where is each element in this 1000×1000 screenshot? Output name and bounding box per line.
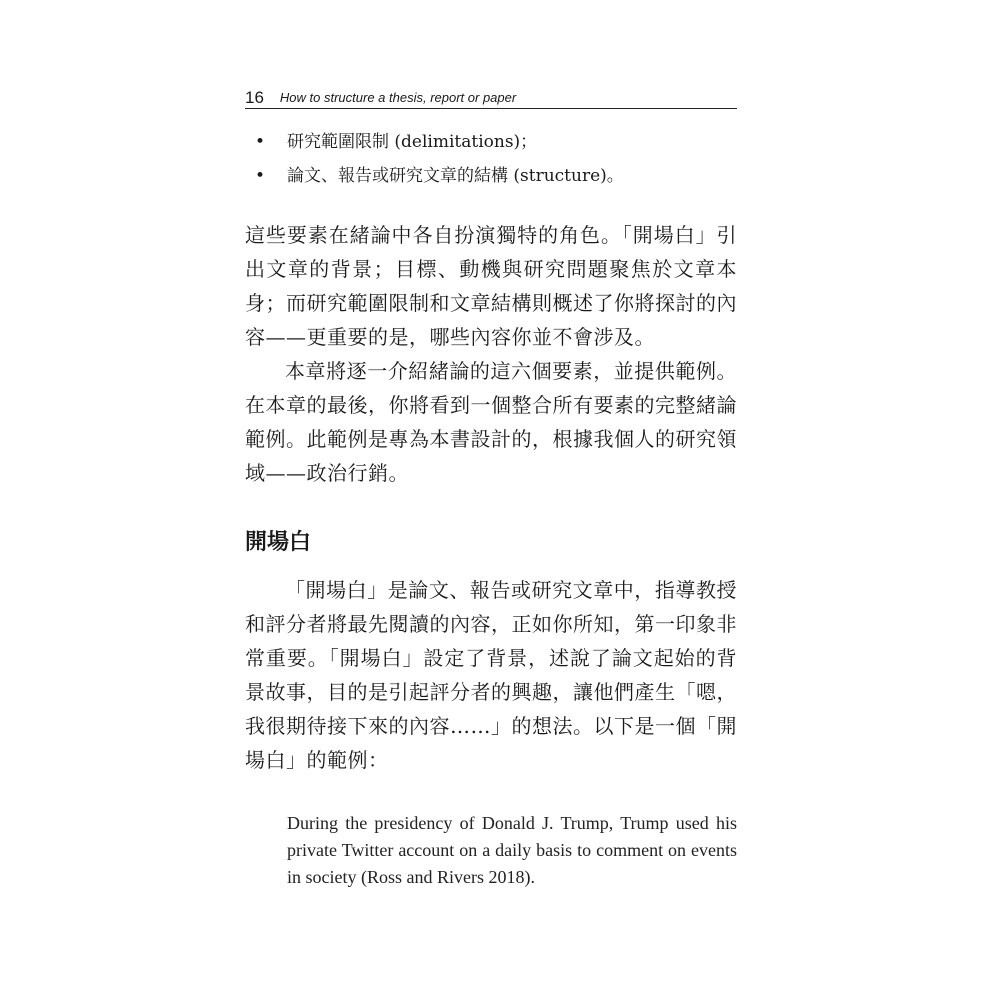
section-heading: 開場白: [245, 530, 312, 555]
list-item: [245, 125, 737, 159]
running-head: [245, 80, 737, 109]
list-item: [245, 159, 737, 193]
bullet-icon: •: [255, 166, 266, 186]
list-item-text: 研究範圍限制 (delimitations)；: [287, 132, 538, 152]
page-number: 16: [245, 88, 264, 107]
book-title: How to structure a thesis, report or paper: [279, 90, 517, 106]
paragraph-elements-roles: 這些要素在緒論中各自扮演獨特的角色。「開場白」引出文章的背景；目標、動機與研究問題聚焦於文章本身；而研究範圍限制和文章結構則概述了你將探討的內容——更重要的是，哪些內容你並不會涉及。: [245, 223, 737, 349]
bullet-list: [245, 125, 737, 193]
list-item-text: 論文、報告或研究文章的結構 (structure)。: [287, 166, 624, 186]
paragraph-chapter-overview: 本章將逐一介紹緒論的這六個要素，並提供範例。在本章的最後，你將看到一個整合所有要素的完整緒論範例。此範例是專為本書設計的，根據我個人的研究領域——政治行銷。: [245, 359, 737, 485]
bullet-icon: •: [255, 132, 266, 152]
book-page: [245, 80, 737, 891]
example-quote: During the presidency of Donald J. Trump, Trump used his private Twitter account on a daily basis to comment on events in society (Ross and Rivers 2018).: [287, 813, 737, 887]
paragraph-opening: 「開場白」是論文、報告或研究文章中，指導教授和評分者將最先閱讀的內容，正如你所知，第一印象非常重要。「開場白」設定了背景，述說了論文起始的背景故事，目的是引起評分者的興趣，讓他們產生「嗯，我很期待接下來的內容……」的想法。以下是一個「開場白」的範例：: [245, 578, 737, 772]
